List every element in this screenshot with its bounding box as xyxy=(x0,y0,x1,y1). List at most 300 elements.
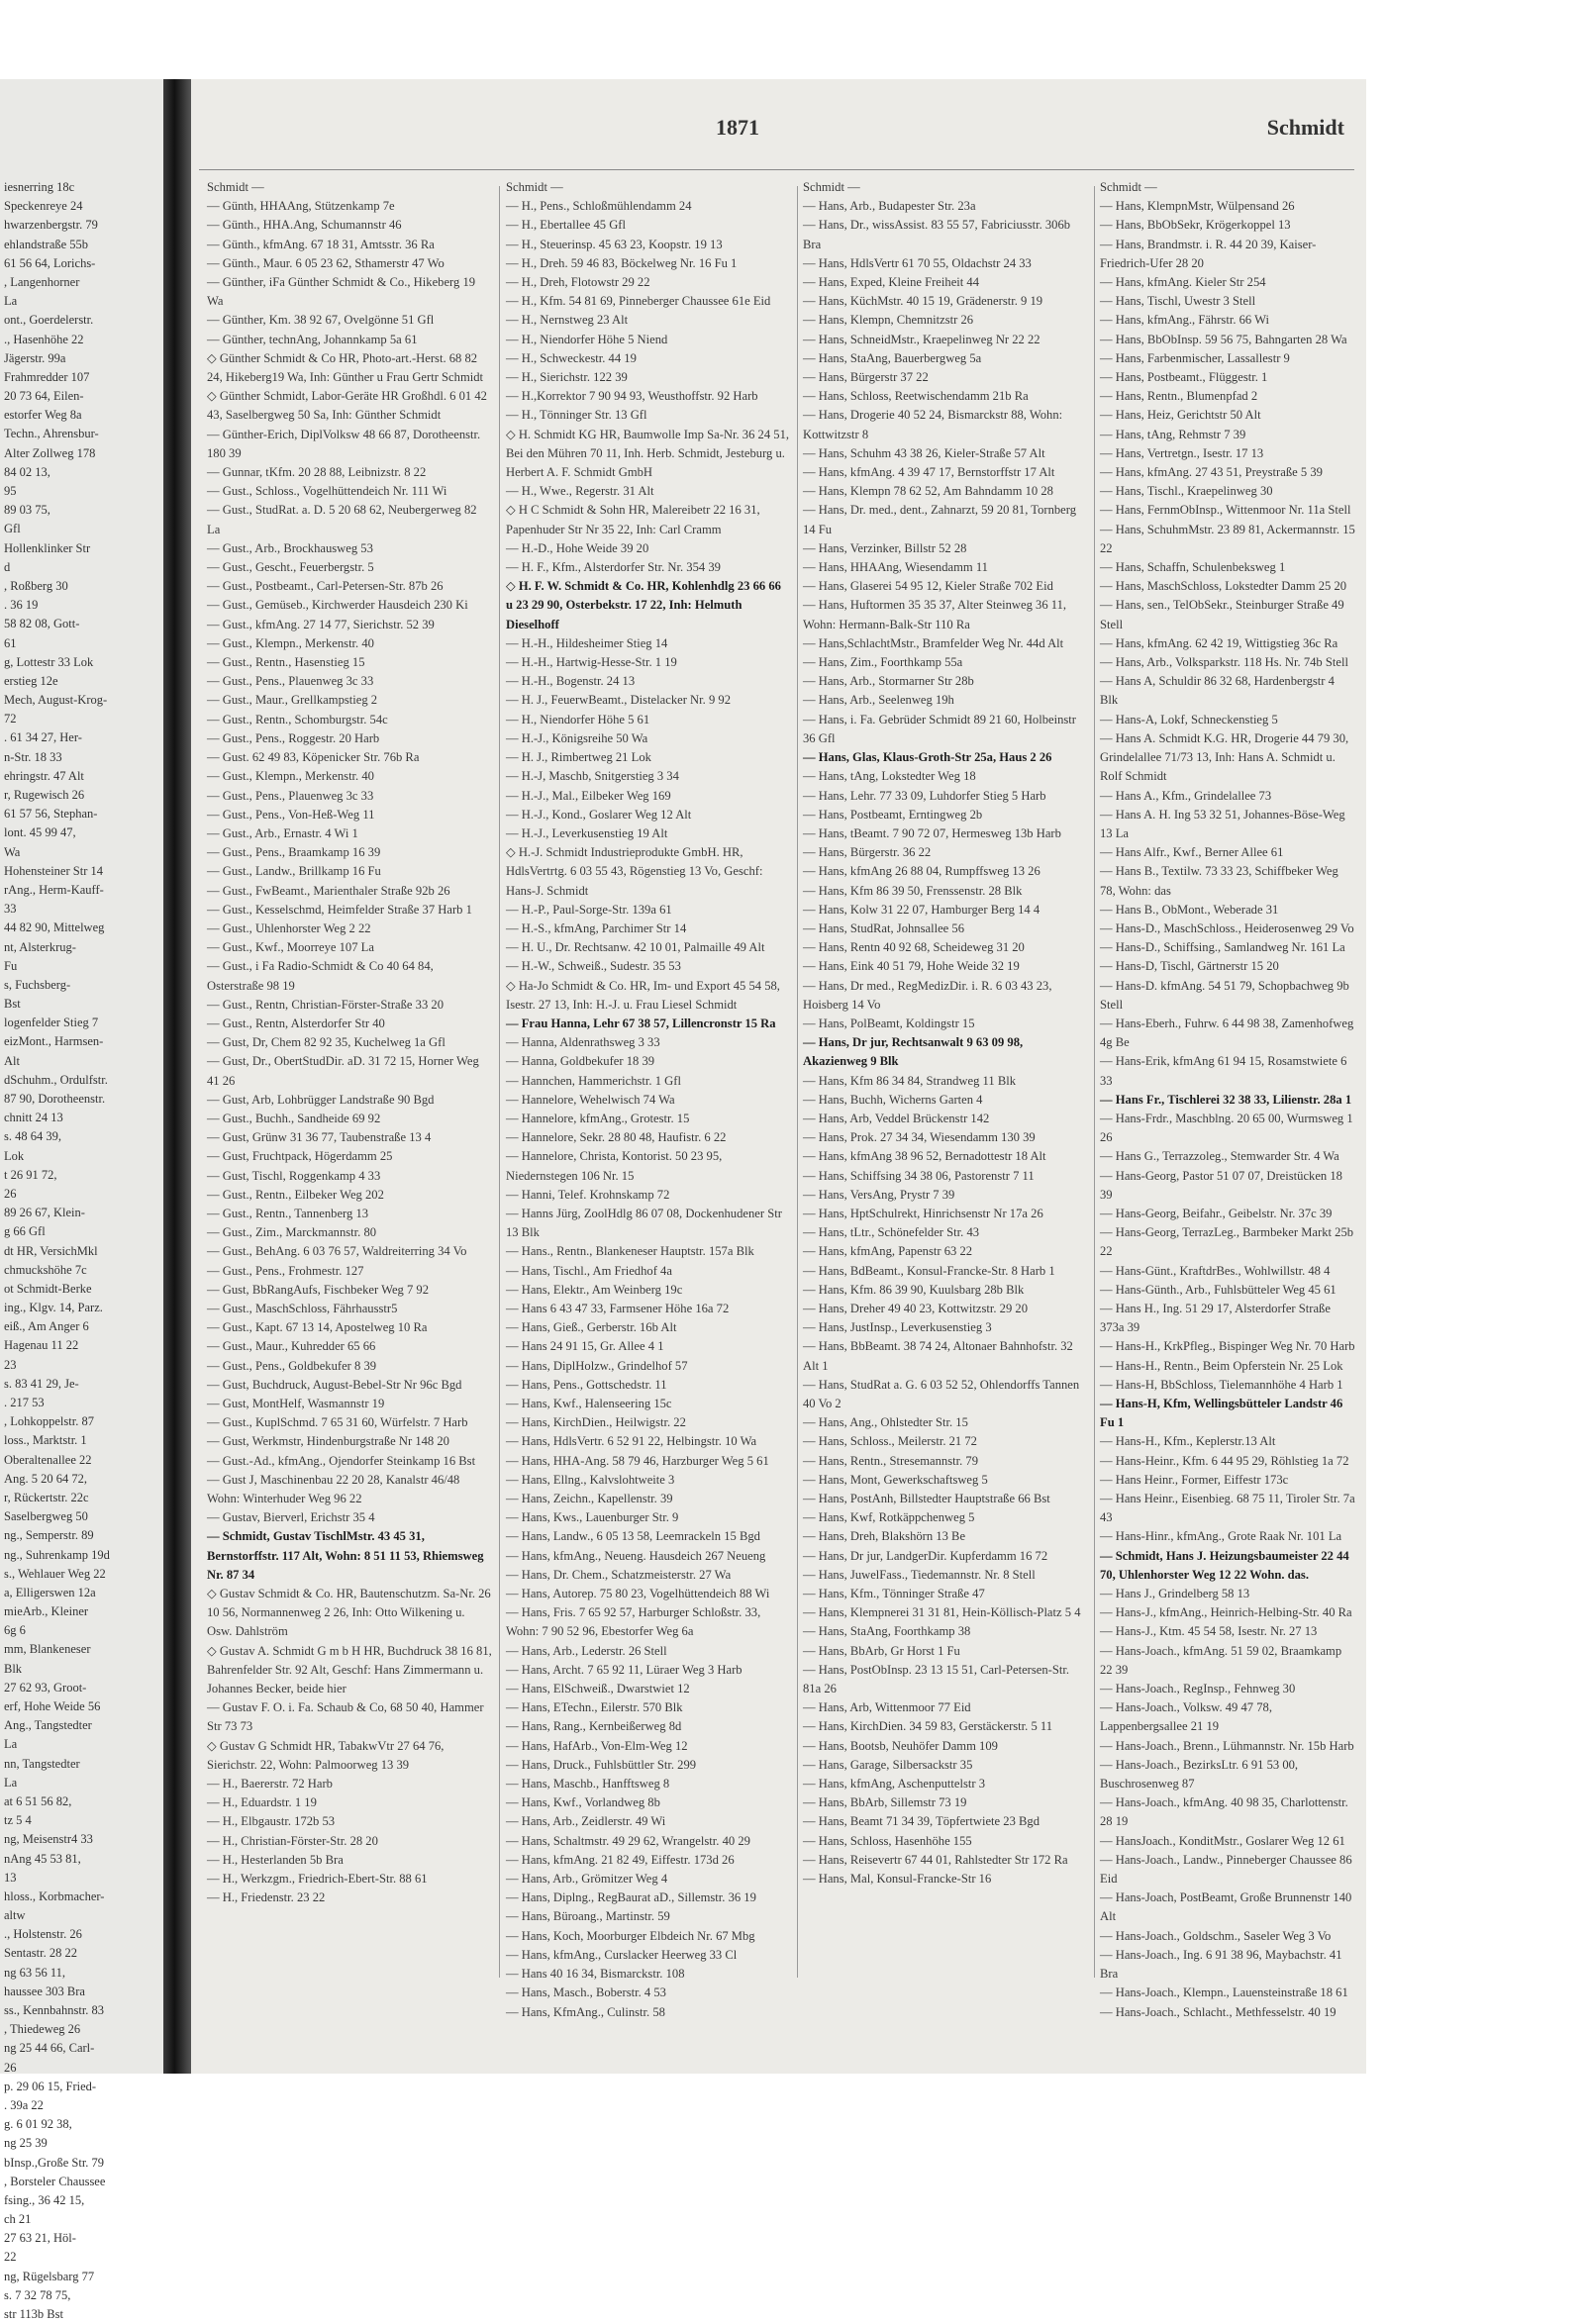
directory-entry: — Hans, ETechn., Eilerstr. 570 Blk xyxy=(506,1700,683,1715)
directory-entry: — Gust., BehAng. 6 03 76 57, Waldreiterring 34 Vo xyxy=(207,1244,467,1259)
directory-entry: — H.-J., Königsreihe 50 Wa xyxy=(506,730,648,745)
directory-entry: — Günth., HHA.Ang, Schumannstr 46 xyxy=(207,218,402,233)
left-page-fragment: r, Rugewisch 26 xyxy=(4,788,85,802)
left-page-fragment: lont. 45 99 47, xyxy=(4,825,76,840)
directory-entry: — Hans, Fris. 7 65 92 57, Harburger Schloßstr. 33, Wohn: 7 90 52 96, Ebestorfer Weg 6a xyxy=(506,1605,761,1639)
left-page-fragment: ., Holstenstr. 26 xyxy=(4,1927,82,1942)
directory-entry: — Hans-Joach, PostBeamt, Große Brunnenstr 140 Alt xyxy=(1100,1890,1352,1924)
directory-entry: — Hans, kfmAng. 27 43 51, Preystraße 5 39 xyxy=(1100,465,1323,480)
directory-entry: — H., Ebertallee 45 Gfl xyxy=(506,218,626,233)
directory-entry: — Hans, Dr., wissAssist. 83 55 57, Fabriciusstr. 306b Bra xyxy=(803,218,1071,251)
left-page-fragment: , Lohkoppelstr. 87 xyxy=(4,1414,94,1429)
left-page-fragment: mieArb., Kleiner xyxy=(4,1604,89,1619)
directory-entry: — Günther, technAng, Johannkamp 5a 61 xyxy=(207,332,418,346)
directory-entry: — H.-S., kfmAng, Parchimer Str 14 xyxy=(506,920,687,935)
column-heading: Schmidt — xyxy=(803,180,860,194)
directory-entry: — Gust, Dr, Chem 82 92 35, Kuchelweg 1a Gfl xyxy=(207,1035,446,1050)
left-page-fragment: ng 25 44 66, Carl- xyxy=(4,2041,95,2056)
directory-entry: — H., Steuerinsp. 45 63 23, Koopstr. 19 13 xyxy=(506,237,723,251)
directory-entry: — Hans, JuwelFass., Tiedemannstr. Nr. 8 Stell xyxy=(803,1567,1036,1582)
left-page-fragment: Frahmredder 107 xyxy=(4,369,90,384)
directory-entry: ◇ Günther Schmidt & Co HR, Photo-art.-Herst. 68 82 24, Hikeberg19 Wa, Inh: Günther u Frau Gertr Schmidt xyxy=(207,350,484,385)
directory-entry: — Hans Fr., Tischlerei 32 38 33, Lilienstr. 28a 1 xyxy=(1100,1092,1352,1107)
left-page-fragment: Bst xyxy=(4,997,21,1012)
left-page-fragment: Hohensteiner Str 14 xyxy=(4,863,103,878)
directory-entry: — Hans-A, Lokf, Schneckenstieg 5 xyxy=(1100,712,1278,726)
directory-entry: — Hans, Eink 40 51 79, Hohe Weide 32 19 xyxy=(803,959,1020,974)
directory-entry: — Gust., Buchh., Sandheide 69 92 xyxy=(207,1111,381,1125)
directory-entry: — Hans, PolBeamt, Koldingstr 15 xyxy=(803,1016,975,1030)
left-page-fragment: dt HR, VersichMkl xyxy=(4,1243,98,1258)
left-page-fragment: ing., Klgv. 14, Parz. xyxy=(4,1301,103,1315)
left-page-fragment: 13 xyxy=(4,1870,17,1885)
directory-entry: — Hans, kfmAng., Curslacker Heerweg 33 Cl xyxy=(506,1947,738,1962)
left-page-fragment: estorfer Weg 8a xyxy=(4,408,82,423)
left-page-fragment: Ang. 5 20 64 72, xyxy=(4,1471,88,1486)
left-page-fragment: p. 29 06 15, Fried- xyxy=(4,2079,97,2093)
left-page-fragment: Fu xyxy=(4,958,18,973)
directory-entry: — Hans-H., Rentn., Beim Opferstein Nr. 25 Lok xyxy=(1100,1358,1343,1373)
directory-entry: — Hans, Kws., Lauenburger Str. 9 xyxy=(506,1510,679,1525)
directory-entry: — Hans, Kolw 31 22 07, Hamburger Berg 14 4 xyxy=(803,902,1040,917)
directory-entry: — Hans, BbBeamt. 38 74 24, Altonaer Bahnhofstr. 32 Alt 1 xyxy=(803,1339,1073,1373)
directory-entry: — H., Schweckestr. 44 19 xyxy=(506,350,637,365)
directory-entry: — H., Tönninger Str. 13 Gfl xyxy=(506,408,647,423)
left-page-fragment: 61 56 64, Lorichs- xyxy=(4,255,96,270)
directory-entry: — Hans-Hinr., kfmAng., Grote Raak Nr. 101 La xyxy=(1100,1529,1342,1544)
left-page-fragment: 89 03 75, xyxy=(4,503,50,518)
left-page-fragment: Blk xyxy=(4,1661,23,1676)
directory-entry: — H. F., Kfm., Alsterdorfer Str. Nr. 354 39 xyxy=(506,560,721,575)
left-page-fragment: iesnerring 18c xyxy=(4,180,75,194)
directory-entry: — Hans, Buchh, Wicherns Garten 4 xyxy=(803,1092,983,1107)
directory-entry: — Günth., Maur. 6 05 23 62, Sthamerstr 47 Wo xyxy=(207,255,445,270)
directory-entry: — H., Christian-Förster-Str. 28 20 xyxy=(207,1833,378,1848)
directory-entry: — Hans, Tischl., Kraepelinweg 30 xyxy=(1100,484,1273,499)
directory-entry: — Hans, Arb, Wittenmoor 77 Eid xyxy=(803,1700,971,1715)
directory-entry: — Gust., Landw., Brillkamp 16 Fu xyxy=(207,864,381,879)
directory-entry: — Gust, MontHelf, Wasmannstr 19 xyxy=(207,1397,385,1410)
directory-entry: — Hans, ElSchweiß., Dwarstwiet 12 xyxy=(506,1682,690,1696)
directory-entry: — Hans, Ellng., Kalvslohtweite 3 xyxy=(506,1472,675,1487)
directory-entry: — Hans, kfmAng, Papenstr 63 22 xyxy=(803,1244,973,1259)
directory-entry: — Hans-Joach., kfmAng. 40 98 35, Charlottenstr. 28 19 xyxy=(1100,1795,1348,1829)
directory-entry: — Hans, StudRat, Johnsallee 56 xyxy=(803,920,965,935)
directory-entry: — H., Baererstr. 72 Harb xyxy=(207,1777,333,1791)
directory-entry: — Hans, Klempn 78 62 52, Am Bahndamm 10 28 xyxy=(803,484,1053,499)
directory-entry: — H., Dreh, Flotowstr 29 22 xyxy=(506,275,650,290)
directory-entry: — Hanni, Telef. Krohnskamp 72 xyxy=(506,1187,670,1202)
directory-entry: — Gust., Kapt. 67 13 14, Apostelweg 10 Ra xyxy=(207,1320,428,1335)
directory-entry: — Gust, Grünw 31 36 77, Taubenstraße 13 4 xyxy=(207,1130,432,1145)
directory-entry: — Hans, Bootsb, Neuhöfer Damm 109 xyxy=(803,1738,998,1753)
left-page-fragment: mm, Blankeneser xyxy=(4,1642,91,1657)
directory-entry: — Hans-H, Kfm, Wellingsbütteler Landstr 46 Fu 1 xyxy=(1100,1397,1343,1430)
directory-entry: — Hans, Arb., Lederstr. 26 Stell xyxy=(506,1643,667,1658)
directory-entry: — H. U., Dr. Rechtsanw. 42 10 01, Palmaille 49 Alt xyxy=(506,940,765,955)
directory-entry: — Gust., Pens., Plauenweg 3c 33 xyxy=(207,674,374,689)
directory-entry: — Hans, i. Fa. Gebrüder Schmidt 89 21 60, Holbeinstr 36 Gfl xyxy=(803,712,1076,745)
directory-entry: — Hannelore, kfmAng., Grotestr. 15 xyxy=(506,1111,690,1125)
directory-entry: — Gust., Klempn., Merkenstr. 40 xyxy=(207,769,374,784)
left-page-fragment: Mech, August-Krog- xyxy=(4,693,108,708)
directory-entry: — Hans, Glaserei 54 95 12, Kieler Straße 702 Eid xyxy=(803,579,1053,594)
directory-entry: — Hans, HHA-Ang. 58 79 46, Harzburger Weg 5 61 xyxy=(506,1453,769,1468)
directory-entry: — Gust., KuplSchmd. 7 65 31 60, Würfelstr. 7 Harb xyxy=(207,1415,468,1430)
directory-entry: — Hans, kfmAng., Fährstr. 66 Wi xyxy=(1100,313,1270,328)
left-page-fragment: La xyxy=(4,1775,18,1790)
directory-entry: — Gust., Rentn, Christian-Förster-Straße 33 20 xyxy=(207,997,445,1012)
directory-entry: — H.-P., Paul-Sorge-Str. 139a 61 xyxy=(506,902,672,917)
directory-entry: — Gust, Buchdruck, August-Bebel-Str Nr 96c Bgd xyxy=(207,1377,462,1392)
directory-entry: — Hannelore, Sekr. 28 80 48, Haufistr. 6 22 xyxy=(506,1130,727,1145)
directory-entry: — H.-H., Bogenstr. 24 13 xyxy=(506,674,636,689)
directory-entry: — Hans, tLtr., Schönefelder Str. 43 xyxy=(803,1225,980,1240)
directory-entry: — Gust., Zim., Marckmannstr. 80 xyxy=(207,1225,377,1240)
left-page-fragment: bInsp.,Große Str. 79 xyxy=(4,2155,105,2170)
directory-entry: — Hans A. Schmidt K.G. HR, Drogerie 44 79 30, Grindelallee 71/73 13, Inh: Hans A. Schmidt u. Rolf Schmidt xyxy=(1100,730,1349,784)
left-page-fragment: s, Fuchsberg- xyxy=(4,977,71,992)
directory-entry: — Hans-Erik, kfmAng 61 94 15, Rosamstwiete 6 33 xyxy=(1100,1054,1347,1088)
directory-entry: ◇ H C Schmidt & Sohn HR, Malereibetr 22 16 31, Papenhuder Str Nr 35 22, Inh: Carl Cramm xyxy=(506,503,760,536)
directory-entry: — Hans, Huftormen 35 35 37, Alter Steinweg 36 11, Wohn: Hermann-Balk-Str 110 Ra xyxy=(803,598,1067,631)
directory-entry: — H., Wwe., Regerstr. 31 Alt xyxy=(506,484,654,499)
directory-entry: — Hans 24 91 15, Gr. Allee 4 1 xyxy=(506,1339,664,1354)
directory-entry: — Gust., Gemüseb., Kirchwerder Hausdeich 230 Ki xyxy=(207,598,468,613)
directory-entry: — Hans-Joach., Volksw. 49 47 78, Lappenbergsallee 21 19 xyxy=(1100,1700,1272,1734)
directory-entry: — Hans, HptSchulrekt, Hinrichsenstr Nr 17a 26 xyxy=(803,1206,1043,1220)
directory-entry: — Hans, Zim., Foorthkamp 55a xyxy=(803,655,963,670)
directory-entry: — H. J., FeuerwBeamt., Distelacker Nr. 9 92 xyxy=(506,693,731,708)
left-page-fragment: eizMont., Harmsen- xyxy=(4,1034,104,1049)
directory-entry: — Günther-Erich, DiplVolksw 48 66 87, Dorotheenstr. 180 39 xyxy=(207,427,481,460)
directory-entry: — Hans, kfmAng, Aschenputtelstr 3 xyxy=(803,1777,985,1791)
left-page-fragment: ss., Kennbahnstr. 83 xyxy=(4,2003,105,2017)
directory-entry: — Hans, tAng, Lokstedter Weg 18 xyxy=(803,769,976,784)
directory-entry: — Hans, Elektr., Am Weinberg 19c xyxy=(506,1282,683,1297)
directory-entry: — Hans, Kfm 86 34 84, Strandweg 11 Blk xyxy=(803,1073,1017,1088)
left-page-fragment: Lok xyxy=(4,1148,25,1163)
directory-entry: — Gust, Tischl, Roggenkamp 4 33 xyxy=(207,1168,381,1183)
left-page-fragment: ot Schmidt-Berke xyxy=(4,1281,92,1296)
directory-entry: — Gust., Gescht., Feuerbergstr. 5 xyxy=(207,560,374,575)
directory-entry: — Gust J, Maschinenbau 22 20 28, Kanalstr 46/48 Wohn: Winterhuder Weg 96 22 xyxy=(207,1472,460,1506)
left-page-fragment: n-Str. 18 33 xyxy=(4,749,62,764)
column-divider xyxy=(1094,186,1095,1978)
directory-entry: — Gust., Klempn., Merkenstr. 40 xyxy=(207,635,374,650)
directory-entry: — Gust., Pens., Braamkamp 16 39 xyxy=(207,845,381,860)
directory-entry: — Hans, kfmAng 26 88 04, Rumpffsweg 13 26 xyxy=(803,864,1040,879)
directory-entry: — Hans-D. kfmAng. 54 51 79, Schopbachweg 9b Stell xyxy=(1100,978,1349,1012)
directory-entry: — Gust., Rentn., Hasenstieg 15 xyxy=(207,655,365,670)
directory-entry: ◇ Gustav A. Schmidt G m b H HR, Buchdruck 38 16 81, Bahrenfelder Str. 92 Alt, Geschf: Hans Zimmermann u. Johannes Becker, beide hier xyxy=(207,1643,492,1696)
directory-entry: — Hans, Gieß., Gerberstr. 16b Alt xyxy=(506,1320,677,1335)
directory-entry: — Hans, SchuhmMstr. 23 89 81, Ackermannstr. 15 22 xyxy=(1100,522,1355,555)
directory-entry: — Hans,SchlachtMstr., Bramfelder Weg Nr. 44d Alt xyxy=(803,635,1064,650)
directory-entry: — Gustav, Bierverl, Erichstr 35 4 xyxy=(207,1510,375,1525)
directory-entry: — Hans, Garage, Silbersackstr 35 xyxy=(803,1757,973,1772)
directory-entry: — Hans, Druck., Fuhlsbüttler Str. 299 xyxy=(506,1757,697,1772)
left-page-fragment: . 61 34 27, Her- xyxy=(4,730,82,745)
left-page-fragment: Alter Zollweg 178 xyxy=(4,445,96,460)
left-page-fragment: dSchuhm., Ordulfstr. xyxy=(4,1072,108,1087)
directory-entry: — Hans-Joach., Ing. 6 91 38 96, Maybachstr. 41 Bra xyxy=(1100,1947,1342,1982)
directory-entry: — Gust., Rentn, Alsterdorfer Str 40 xyxy=(207,1016,385,1030)
directory-entry: — Schmidt, Hans J. Heizungsbaumeister 22 44 70, Uhlenhorster Weg 12 22 Wohn. das. xyxy=(1100,1548,1349,1582)
directory-entry: — Hans, Dr. med., dent., Zahnarzt, 59 20 81, Tornberg 14 Fu xyxy=(803,503,1077,536)
directory-entry: ◇ H.-J. Schmidt Industrieprodukte GmbH. HR, HdlsVertrtg. 6 03 55 43, Rögenstieg 13 Vo, Geschf: Hans-J. Schmidt xyxy=(506,845,763,898)
directory-entry: — Hans, BdBeamt., Konsul-Francke-Str. 8 Harb 1 xyxy=(803,1263,1055,1278)
directory-entry: — H.-J., Leverkusenstieg 19 Alt xyxy=(506,825,668,840)
directory-entry: — Gust., Postbeamt., Carl-Petersen-Str. 87b 26 xyxy=(207,579,444,594)
directory-entry: — H., Sierichstr. 122 39 xyxy=(506,370,628,385)
directory-entry: — Hans, Kfm., Tönninger Straße 47 xyxy=(803,1587,985,1601)
left-page-fragment: 61 57 56, Stephan- xyxy=(4,807,98,822)
directory-entry: ◇ H. Schmidt KG HR, Baumwolle Imp Sa-Nr. 36 24 51, Bei den Mühren 70 11, Inh. Herb. Schmidt, Jesteburg u. Herbert A. F. Schmidt GmbH xyxy=(506,427,790,480)
directory-entry: — Hans, Klempn, Chemnitzstr 26 xyxy=(803,313,974,328)
directory-entry: — Gust., Pens., Von-Heß-Weg 11 xyxy=(207,807,375,822)
directory-entry: — H., Niendorfer Höhe 5 Niend xyxy=(506,332,668,346)
directory-entry: — Hans, VersAng, Prystr 7 39 xyxy=(803,1187,955,1202)
directory-entry: — Hans, kfmAng., Neueng. Hausdeich 267 Neueng xyxy=(506,1548,766,1563)
running-head: Schmidt xyxy=(1266,115,1344,140)
left-page-fragment: t 26 91 72, xyxy=(4,1167,57,1182)
directory-column-2 xyxy=(506,178,791,2019)
directory-entry: — Hans, Autorep. 75 80 23, Vogelhüttendeich 88 Wi xyxy=(506,1587,770,1601)
left-page-fragment: Alt xyxy=(4,1053,20,1068)
directory-column-4 xyxy=(1100,178,1355,2019)
directory-entry: — Hannelore, Christa, Kontorist. 50 23 95, Niedernstegen 106 Nr. 15 xyxy=(506,1149,723,1183)
directory-entry: — Gust., Uhlenhorster Weg 2 22 xyxy=(207,920,371,935)
left-page-fragment: . 36 19 xyxy=(4,598,39,613)
left-page-fragment: Oberaltenallee 22 xyxy=(4,1452,92,1467)
left-page-fragment: Ang., Tangstedter xyxy=(4,1718,92,1733)
directory-entry: — Hans, Masch., Boberstr. 4 53 xyxy=(506,1985,666,2000)
left-page-fragment: 20 73 64, Eilen- xyxy=(4,389,84,404)
directory-entry: — Hans, Arb., Grömitzer Weg 4 xyxy=(506,1872,668,1887)
left-page-fragment: ont., Goerdelerstr. xyxy=(4,313,94,328)
left-page-fragment: 33 xyxy=(4,902,17,917)
directory-entry: — Hans, Pens., Gottschedstr. 11 xyxy=(506,1377,667,1392)
directory-entry: — Hans., Rentn., Blankeneser Hauptstr. 157a Blk xyxy=(506,1244,754,1259)
directory-entry: — Günth., kfmAng. 67 18 31, Amtsstr. 36 Ra xyxy=(207,237,435,251)
directory-entry: — Hans B., Textilw. 73 33 23, Schiffbeker Weg 78, Wohn: das xyxy=(1100,864,1338,898)
directory-entry: — H., Hesterlanden 5b Bra xyxy=(207,1852,344,1867)
directory-entry: — H., Dreh. 59 46 83, Böckelweg Nr. 16 Fu 1 xyxy=(506,255,738,270)
directory-entry: — Hans, Tischl., Am Friedhof 4a xyxy=(506,1263,672,1278)
left-page-fragment: 23 xyxy=(4,1357,17,1372)
directory-entry: — Hans, Bürgerstr 37 22 xyxy=(803,370,929,385)
directory-entry: — Hans, KüchMstr. 40 15 19, Grädenerstr. 9 19 xyxy=(803,294,1043,309)
directory-entry: — Schmidt, Gustav TischlMstr. 43 45 31, Bernstorffstr. 117 Alt, Wohn: 8 51 11 53, Rhiemsweg Nr. 87 34 xyxy=(207,1529,484,1582)
directory-entry: — Hans A., Kfm., Grindelallee 73 xyxy=(1100,788,1272,803)
directory-entry: — Gust., FwBeamt., Marienthaler Straße 92b 26 xyxy=(207,883,450,898)
directory-entry: — Hans, tAng, Rehmstr 7 39 xyxy=(1100,427,1246,441)
directory-entry: — Hans-J., kfmAng., Heinrich-Helbing-Str. 40 Ra xyxy=(1100,1605,1352,1620)
left-page-fragment: s. 83 41 29, Je- xyxy=(4,1376,79,1391)
directory-entry: — Gust., Pens., Plauenweg 3c 33 xyxy=(207,788,374,803)
directory-entry: — Hans, HHAAng, Wiesendamm 11 xyxy=(803,560,988,575)
directory-entry: — Hanns Jürg, ZoolHdlg 86 07 08, Dockenhudener Str 13 Blk xyxy=(506,1206,782,1240)
directory-entry: — Hans, kfmAng 38 96 52, Bernadottestr 18 Alt xyxy=(803,1149,1046,1164)
left-page-text-fragments xyxy=(4,178,160,2324)
directory-entry: — Hans, KirchDien., Heilwigstr. 22 xyxy=(506,1415,686,1430)
directory-entry: — H., Werkzgm., Friedrich-Ebert-Str. 88 61 xyxy=(207,1872,428,1887)
left-page-fragment: s. 48 64 39, xyxy=(4,1129,61,1144)
directory-entry: — Hans-H., Kfm., Keplerstr.13 Alt xyxy=(1100,1434,1276,1449)
directory-entry: — Gust.-Ad., kfmAng., Ojendorfer Steinkamp 16 Bst xyxy=(207,1453,476,1468)
directory-entry: — H., Nernstweg 23 Alt xyxy=(506,313,629,328)
directory-entry: — Hans 40 16 34, Bismarckstr. 108 xyxy=(506,1967,685,1982)
directory-entry: — Hans, Brandmstr. i. R. 44 20 39, Kaiser-Friedrich-Ufer 28 20 xyxy=(1100,237,1317,270)
directory-entry: — Hans-D, Tischl, Gärtnerstr 15 20 xyxy=(1100,959,1279,974)
directory-entry: — Hans-Georg, Pastor 51 07 07, Dreistücken 18 39 xyxy=(1100,1168,1342,1202)
directory-entry: — Hans Heinr., Eisenbieg. 68 75 11, Tiroler Str. 7a 43 xyxy=(1100,1492,1355,1525)
directory-entry: — Hans, Rentn., Blumenpfad 2 xyxy=(1100,389,1258,404)
directory-entry: — H., Kfm. 54 81 69, Pinneberger Chaussee 61e Eid xyxy=(506,294,771,309)
directory-entry: — Hans, Schaffn, Schulenbeksweg 1 xyxy=(1100,560,1286,575)
left-page-fragment: 61 xyxy=(4,635,17,650)
directory-entry: — Gust., MaschSchloss, Fährhausstr5 xyxy=(207,1301,398,1315)
directory-entry: — Hans-Georg, TerrazLeg., Barmbeker Markt 25b 22 xyxy=(1100,1225,1354,1259)
directory-entry: — H., Elbgaustr. 172b 53 xyxy=(207,1814,336,1829)
directory-entry: — Gust, Werkmstr, Hindenburgstraße Nr 148 20 xyxy=(207,1434,449,1449)
directory-page xyxy=(191,79,1366,2074)
left-page-fragment: ng., Semperstr. 89 xyxy=(4,1528,94,1543)
directory-entry: — Gust., Pens., Roggestr. 20 Harb xyxy=(207,730,380,745)
left-page-fragment: 84 02 13, xyxy=(4,464,50,479)
left-page-fragment: 26 xyxy=(4,1186,17,1201)
directory-entry: — Hans, Arb., Stormarner Str 28b xyxy=(803,674,974,689)
directory-entry: — Hans Alfr., Kwf., Berner Allee 61 xyxy=(1100,845,1284,860)
left-page-fragment: nn, Tangstedter xyxy=(4,1756,80,1771)
left-page-fragment: Jägerstr. 99a xyxy=(4,350,66,365)
directory-entry: — Hans, Schuhm 43 38 26, Kieler-Straße 57 Alt xyxy=(803,445,1045,460)
directory-entry: — Frau Hanna, Lehr 67 38 57, Lillencronstr 15 Ra xyxy=(506,1016,776,1030)
page-number: 1871 xyxy=(716,115,759,140)
directory-entry: — Gust., Pens., Goldbekufer 8 39 xyxy=(207,1358,377,1373)
directory-entry: — Gust., StudRat. a. D. 5 20 68 62, Neubergerweg 82 La xyxy=(207,503,477,536)
left-page-fragment: 58 82 08, Gott- xyxy=(4,617,80,631)
directory-entry: — Hans, DiplHolzw., Grindelhof 57 xyxy=(506,1358,688,1373)
left-page-fragment: ng., Suhrenkamp 19d xyxy=(4,1547,110,1562)
directory-entry: — Hans, Büroang., Martinstr. 59 xyxy=(506,1909,670,1924)
left-page-fragment: logenfelder Stieg 7 xyxy=(4,1016,99,1030)
directory-entry: — Hans, Ang., Ohlstedter Str. 15 xyxy=(803,1415,968,1430)
directory-entry: — Hans-Joach., RegInsp., Fehnweg 30 xyxy=(1100,1682,1296,1696)
directory-entry: — Gust., i Fa Radio-Schmidt & Co 40 64 84, Osterstraße 98 19 xyxy=(207,959,434,993)
left-page-fragment: chnitt 24 13 xyxy=(4,1111,63,1125)
directory-entry: — Hans, Maschb., Hanfftsweg 8 xyxy=(506,1777,670,1791)
directory-entry: — Hans, Schaltmstr. 49 29 62, Wrangelstr. 40 29 xyxy=(506,1833,750,1848)
book-gutter xyxy=(163,79,191,2074)
directory-entry: — Hans, Heiz, Gerichtstr 50 Alt xyxy=(1100,408,1261,423)
left-page-fragment: tz 5 4 xyxy=(4,1813,32,1828)
directory-entry: — Hans, BbArb, Gr Horst 1 Fu xyxy=(803,1643,960,1658)
left-page-edge xyxy=(0,79,163,2321)
directory-entry: — H. J., Rimbertweg 21 Lok xyxy=(506,750,651,765)
directory-entry: — Hans, Dr. Chem., Schatzmeisterstr. 27 Wa xyxy=(506,1567,732,1582)
directory-entry: — Hannchen, Hammerichstr. 1 Gfl xyxy=(506,1073,681,1088)
directory-entry: — Hans, Reisevertr 67 44 01, Rahlstedter Str 172 Ra xyxy=(803,1852,1068,1867)
left-page-fragment: hloss., Korbmacher- xyxy=(4,1888,105,1903)
directory-entry: — Gust., Schloss., Vogelhüttendeich Nr. 111 Wi xyxy=(207,484,447,499)
directory-entry: — H.-J, Maschb, Snitgerstieg 3 34 xyxy=(506,769,679,784)
directory-entry: — Hans, HdlsVertr. 6 52 91 22, Helbingstr. 10 Wa xyxy=(506,1434,757,1449)
directory-entry: — H.-H., Hartwig-Hesse-Str. 1 19 xyxy=(506,655,677,670)
directory-entry: — Günther, iFa Günther Schmidt & Co., Hikeberg 19 Wa xyxy=(207,275,476,309)
directory-entry: — Hans A. H. Ing 53 32 51, Johannes-Böse-Weg 13 La xyxy=(1100,807,1345,840)
directory-entry: — Hans, Rentn., Stresemannstr. 79 xyxy=(803,1453,978,1468)
directory-entry: — Hans, Dr med., RegMedizDir. i. R. 6 03 43 23, Hoisberg 14 Vo xyxy=(803,978,1052,1012)
directory-entry: — Hans-H., KrkPfleg., Bispinger Weg Nr. 70 Harb xyxy=(1100,1339,1355,1354)
directory-entry: — Hans, SchneidMstr., Kraepelinweg Nr 22 22 xyxy=(803,332,1040,346)
directory-entry: — Hans, Arb., Seelenweg 19h xyxy=(803,693,954,708)
directory-entry: — Hans, Arb, Veddel Brückenstr 142 xyxy=(803,1111,990,1125)
directory-entry: — Hans, Kwf., Halenseering 15c xyxy=(506,1397,672,1410)
directory-entry: — Hans, Rang., Kernbeißerweg 8d xyxy=(506,1719,682,1734)
directory-entry: — Hans, StaAng, Bauerbergweg 5a xyxy=(803,350,982,365)
directory-entry: — Hans J., Grindelberg 58 13 xyxy=(1100,1587,1250,1601)
directory-entry: — Hans, Postbeamt, Erntingweg 2b xyxy=(803,807,983,822)
left-page-fragment: s., Wehlauer Weg 22 xyxy=(4,1566,106,1581)
left-page-fragment: str 113b Bst xyxy=(4,2307,63,2321)
directory-entry: — H., Niendorfer Höhe 5 61 xyxy=(506,712,650,726)
directory-entry: — Hans, Kwf, Rotkäppchenweg 5 xyxy=(803,1510,975,1525)
directory-entry: — Hans Heinr., Former, Eiffestr 173c xyxy=(1100,1472,1289,1487)
directory-entry: — Hans, Farbenmischer, Lassallestr 9 xyxy=(1100,350,1290,365)
directory-entry: — Hans, HafArb., Von-Elm-Weg 12 xyxy=(506,1738,688,1753)
directory-entry: — Gust, Dr., ObertStudDir. aD. 31 72 15, Horner Weg 41 26 xyxy=(207,1054,479,1088)
directory-entry: — Hans-Heinr., Kfm. 6 44 95 29, Röhlstieg 1a 72 xyxy=(1100,1453,1349,1468)
directory-entry: ◇ Günther Schmidt, Labor-Geräte HR Großhdl. 6 01 42 43, Saselbergweg 50 Sa, Inh: Günther Schmidt xyxy=(207,389,487,423)
directory-entry: — Hans-Joach., Schlacht., Methfesselstr. 40 19 xyxy=(1100,2004,1336,2019)
directory-entry: — Hans, Dreher 49 40 23, Kottwitzstr. 29 20 xyxy=(803,1301,1029,1315)
left-page-fragment: at 6 51 56 82, xyxy=(4,1793,72,1808)
directory-entry: — Gunnar, tKfm. 20 28 88, Leibnizstr. 8 22 xyxy=(207,465,427,480)
directory-entry: — Hans, Rentn 40 92 68, Scheideweg 31 20 xyxy=(803,940,1025,955)
directory-entry: — Hans, Klempnerei 31 31 81, Hein-Köllisch-Platz 5 4 xyxy=(803,1605,1081,1620)
column-heading: Schmidt — xyxy=(207,180,264,194)
left-page-fragment: d xyxy=(4,559,11,574)
left-page-fragment: chmuckshöhe 7c xyxy=(4,1262,87,1277)
directory-entry: — Hanna, Goldbekufer 18 39 xyxy=(506,1054,655,1069)
directory-entry: — Hans-Georg, Beifahr., Geibelstr. Nr. 37c 39 xyxy=(1100,1206,1333,1220)
directory-entry: — Gust., Pens., Frohmestr. 127 xyxy=(207,1263,364,1278)
left-page-fragment: erf, Hohe Weide 56 xyxy=(4,1699,101,1713)
directory-entry: — Hans G., Terrazzoleg., Stemwarder Str. 4 Wa xyxy=(1100,1149,1339,1164)
directory-entry: — Hans, kfmAng. 21 82 49, Eiffestr. 173d 26 xyxy=(506,1852,735,1867)
left-page-fragment: r, Rückertstr. 22c xyxy=(4,1490,89,1504)
left-page-fragment: Wa xyxy=(4,844,21,859)
directory-entry: — Hans-H, BbSchloss, Tielemannhöhe 4 Harb 1 xyxy=(1100,1377,1343,1392)
directory-entry: — Gust., kfmAng. 27 14 77, Sierichstr. 52 39 xyxy=(207,617,435,631)
left-page-fragment: 87 90, Dorotheenstr. xyxy=(4,1092,106,1106)
left-page-fragment: altw xyxy=(4,1908,26,1923)
directory-entry: — Hans, Postbeamt., Flüggestr. 1 xyxy=(1100,370,1268,385)
left-page-fragment: a, Elligerswen 12a xyxy=(4,1585,96,1599)
left-page-fragment: 72 xyxy=(4,712,17,726)
left-page-fragment: 27 63 21, Höl- xyxy=(4,2231,76,2246)
directory-entry: — Hans-Joach., kfmAng. 51 59 02, Braamkamp 22 39 xyxy=(1100,1643,1342,1677)
directory-entry: — Hans, Mont, Gewerkschaftsweg 5 xyxy=(803,1472,988,1487)
directory-entry: — Gust. 62 49 83, Köpenicker Str. 76b Ra xyxy=(207,750,420,765)
left-page-fragment: haussee 303 Bra xyxy=(4,1984,85,1998)
directory-entry: — Hans-Eberh., Fuhrw. 6 44 98 38, Zamenhofweg 4g Be xyxy=(1100,1016,1354,1050)
left-page-fragment: fsing., 36 42 15, xyxy=(4,2192,85,2207)
directory-entry: — Hans, Verzinker, Billstr 52 28 xyxy=(803,540,967,555)
directory-entry: — H.-W., Schweiß., Sudestr. 35 53 xyxy=(506,959,681,974)
